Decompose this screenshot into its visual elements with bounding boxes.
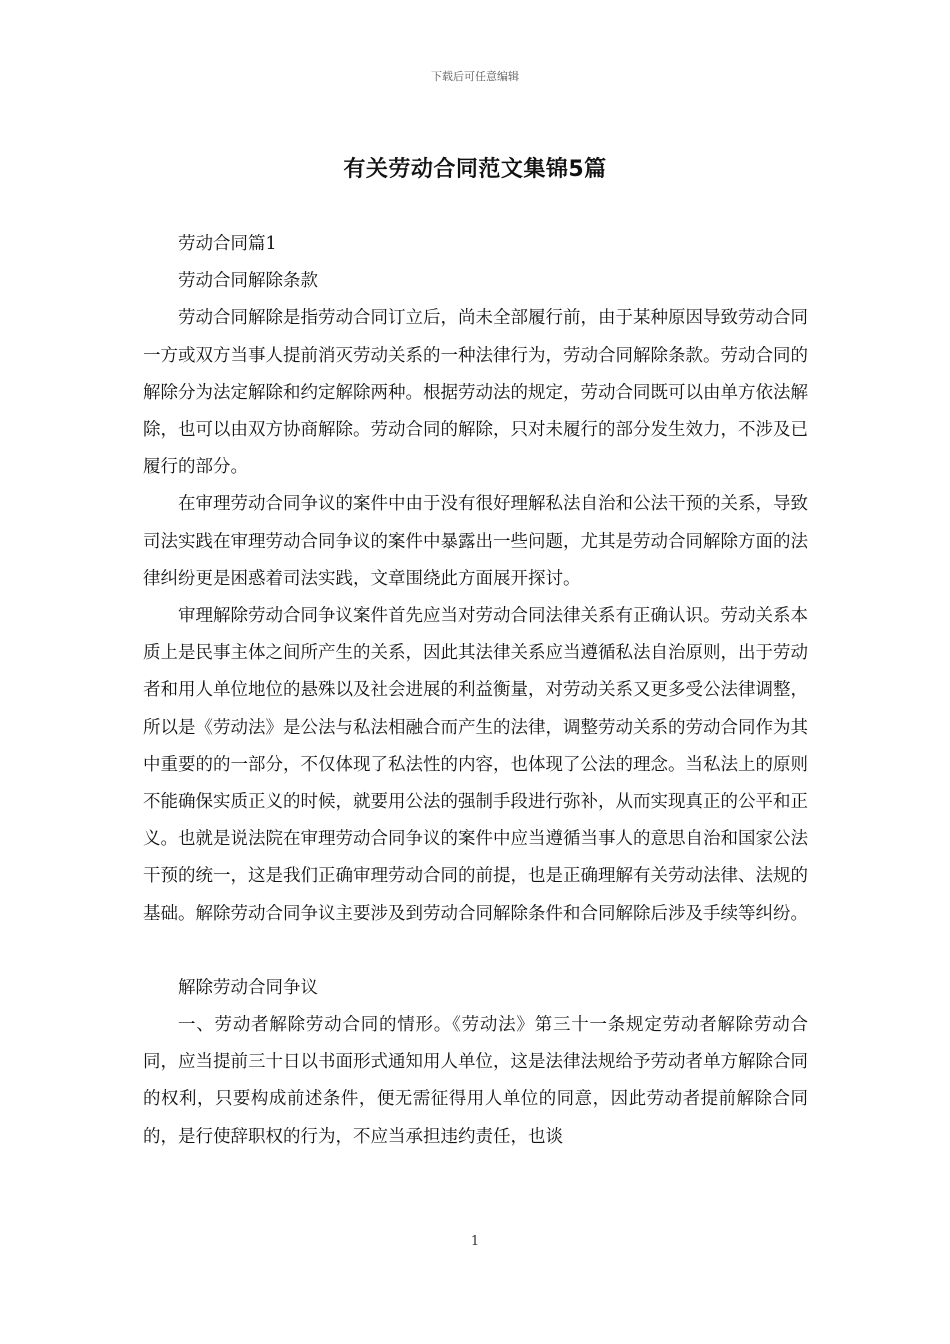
body-paragraph: 在审理劳动合同争议的案件中由于没有很好理解私法自治和公法干预的关系，导致司法实践在审理劳动合同争议的案件中暴露出一些问题，尤其是劳动合同解除方面的法律纠纷更是困惑着司法实践，文章围绕此方面展开探讨。 (143, 494, 808, 589)
paragraph-spacer (143, 933, 808, 970)
body-paragraph: 劳动合同解除是指劳动合同订立后，尚未全部履行前，由于某种原因导致劳动合同一方或双方当事人提前消灭劳动关系的一种法律行为，劳动合同解除条款。劳动合同的解除分为法定解除和约定解除两种。根据劳动法的规定，劳动合同既可以由单方依法解除，也可以由双方协商解除。劳动合同的解除，只对未履行的部分发生效力，不涉及已履行的部分。 (143, 308, 808, 478)
document-title: 有关劳动合同范文集锦5篇 (343, 157, 607, 182)
body-paragraph: 审理解除劳动合同争议案件首先应当对劳动合同法律关系有正确认识。劳动关系本质上是民事主体之间所产生的关系，因此其法律关系应当遵循私法自治原则，出于劳动者和用人单位地位的悬殊以及社会进展的利益衡量，对劳动关系又更多受公法律调整，所以是《劳动法》是公法与私法相融合而产生的法律，调整劳动关系的劳动合同作为其中重要的的一部分，不仅体现了私法性的内容，也体现了公法的理念。当私法上的原则不能确保实质正义的时候，就要用公法的强制手段进行弥补，从而实现真正的公平和正义。也就是说法院在审理劳动合同争议的案件中应当遵循当事人的意思自治和国家公法干预的统一，这是我们正确审理劳动合同的前提，也是正确理解有关劳动法律、法规的基础。解除劳动合同争议主要涉及到劳动合同解除条件和合同解除后涉及手续等纠纷。 (143, 606, 808, 924)
document-body (143, 226, 808, 1156)
body-paragraph: 一、劳动者解除劳动合同的情形。《劳动法》第三十一条规定劳动者解除劳动合同，应当提前三十日以书面形式通知用人单位，这是法律法规给予劳动者单方解除合同的权利，只要构成前述条件，便无需征得用人单位的同意，因此劳动者提前解除合同的，是行使辞职权的行为，不应当承担违约责任，也谈 (143, 1015, 808, 1147)
page-number: 1 (470, 1234, 480, 1249)
subsection-heading: 劳动合同解除条款 (178, 271, 318, 292)
section-heading: 劳动合同篇1 (178, 234, 277, 254)
subsection-heading: 解除劳动合同争议 (178, 977, 318, 998)
header-note: 下载后可任意编辑 (431, 70, 519, 83)
